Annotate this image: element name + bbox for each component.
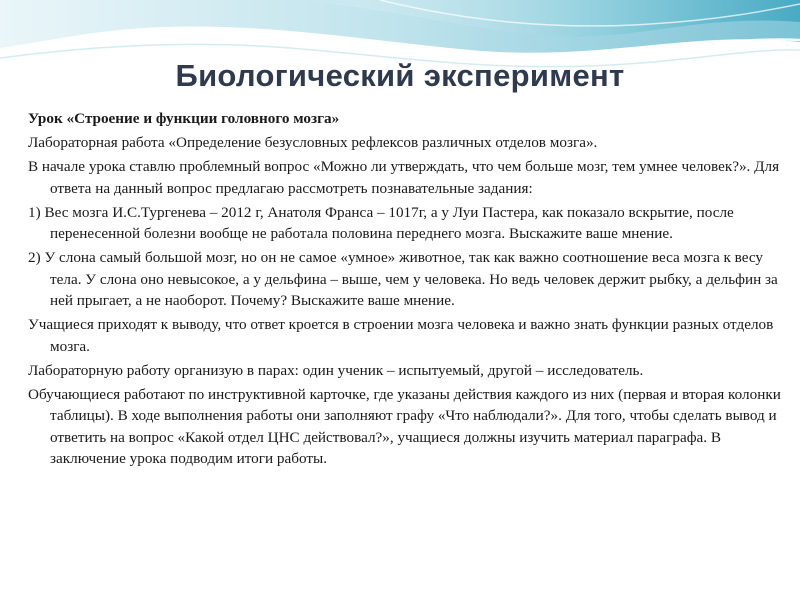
paragraph-problem-question: В начале урока ставлю проблемный вопрос «Можно ли утверждать, что чем больше мозг, тем умнее человек?». Для ответа на данный вопрос предлагаю рассмотреть познавательные задания: [28, 158, 780, 197]
slide-title: Биологический эксперимент [175, 58, 625, 93]
paragraph-instruction-card: Обучающиеся работают по инструктивной карточке, где указаны действия каждого из них (первая и вторая колонки таблицы). В ходе выполнения работы они заполняют графу «Что наблюдали?». Для того, чтобы сделать вывод и ответить на вопрос «Какой отдел ЦНС действовал?», учащиеся должны изучить материал параграфа. В заключение урока подводим итоги работы. [28, 385, 781, 467]
paragraph-task-1: 1) Вес мозга И.С.Тургенева – 2012 г, Анатоля Франса – 1017г, а у Луи Пастера, как показало вскрытие, после перенесенной болезни вообще не работала половина переднего мозга. Выскажите ваше мнение. [28, 203, 734, 242]
paragraph-pairs: Лабораторную работу организую в парах: один ученик – испытуемый, другой – исследователь. [28, 361, 644, 379]
paragraph-conclusion: Учащиеся приходят к выводу, что ответ кроется в строении мозга человека и важно знать функции разных отделов мозга. [28, 316, 774, 355]
paragraph-task-2: 2) У слона самый большой мозг, но он не самое «умное» животное, так как важно соотношение веса мозга к весу тела. У слона оно невысокое, а у дельфина – выше, чем у человека. Но ведь человек держит рыбку, а дельфин за ней прыгает, а не наоборот. Почему? Выскажите ваше мнение. [28, 249, 778, 309]
lesson-heading: Урок «Строение и функции головного мозга» [28, 110, 340, 127]
slide-body [28, 108, 782, 472]
paragraph-lab-work: Лабораторная работа «Определение безусловных рефлексов различных отделов мозга». [28, 134, 598, 151]
